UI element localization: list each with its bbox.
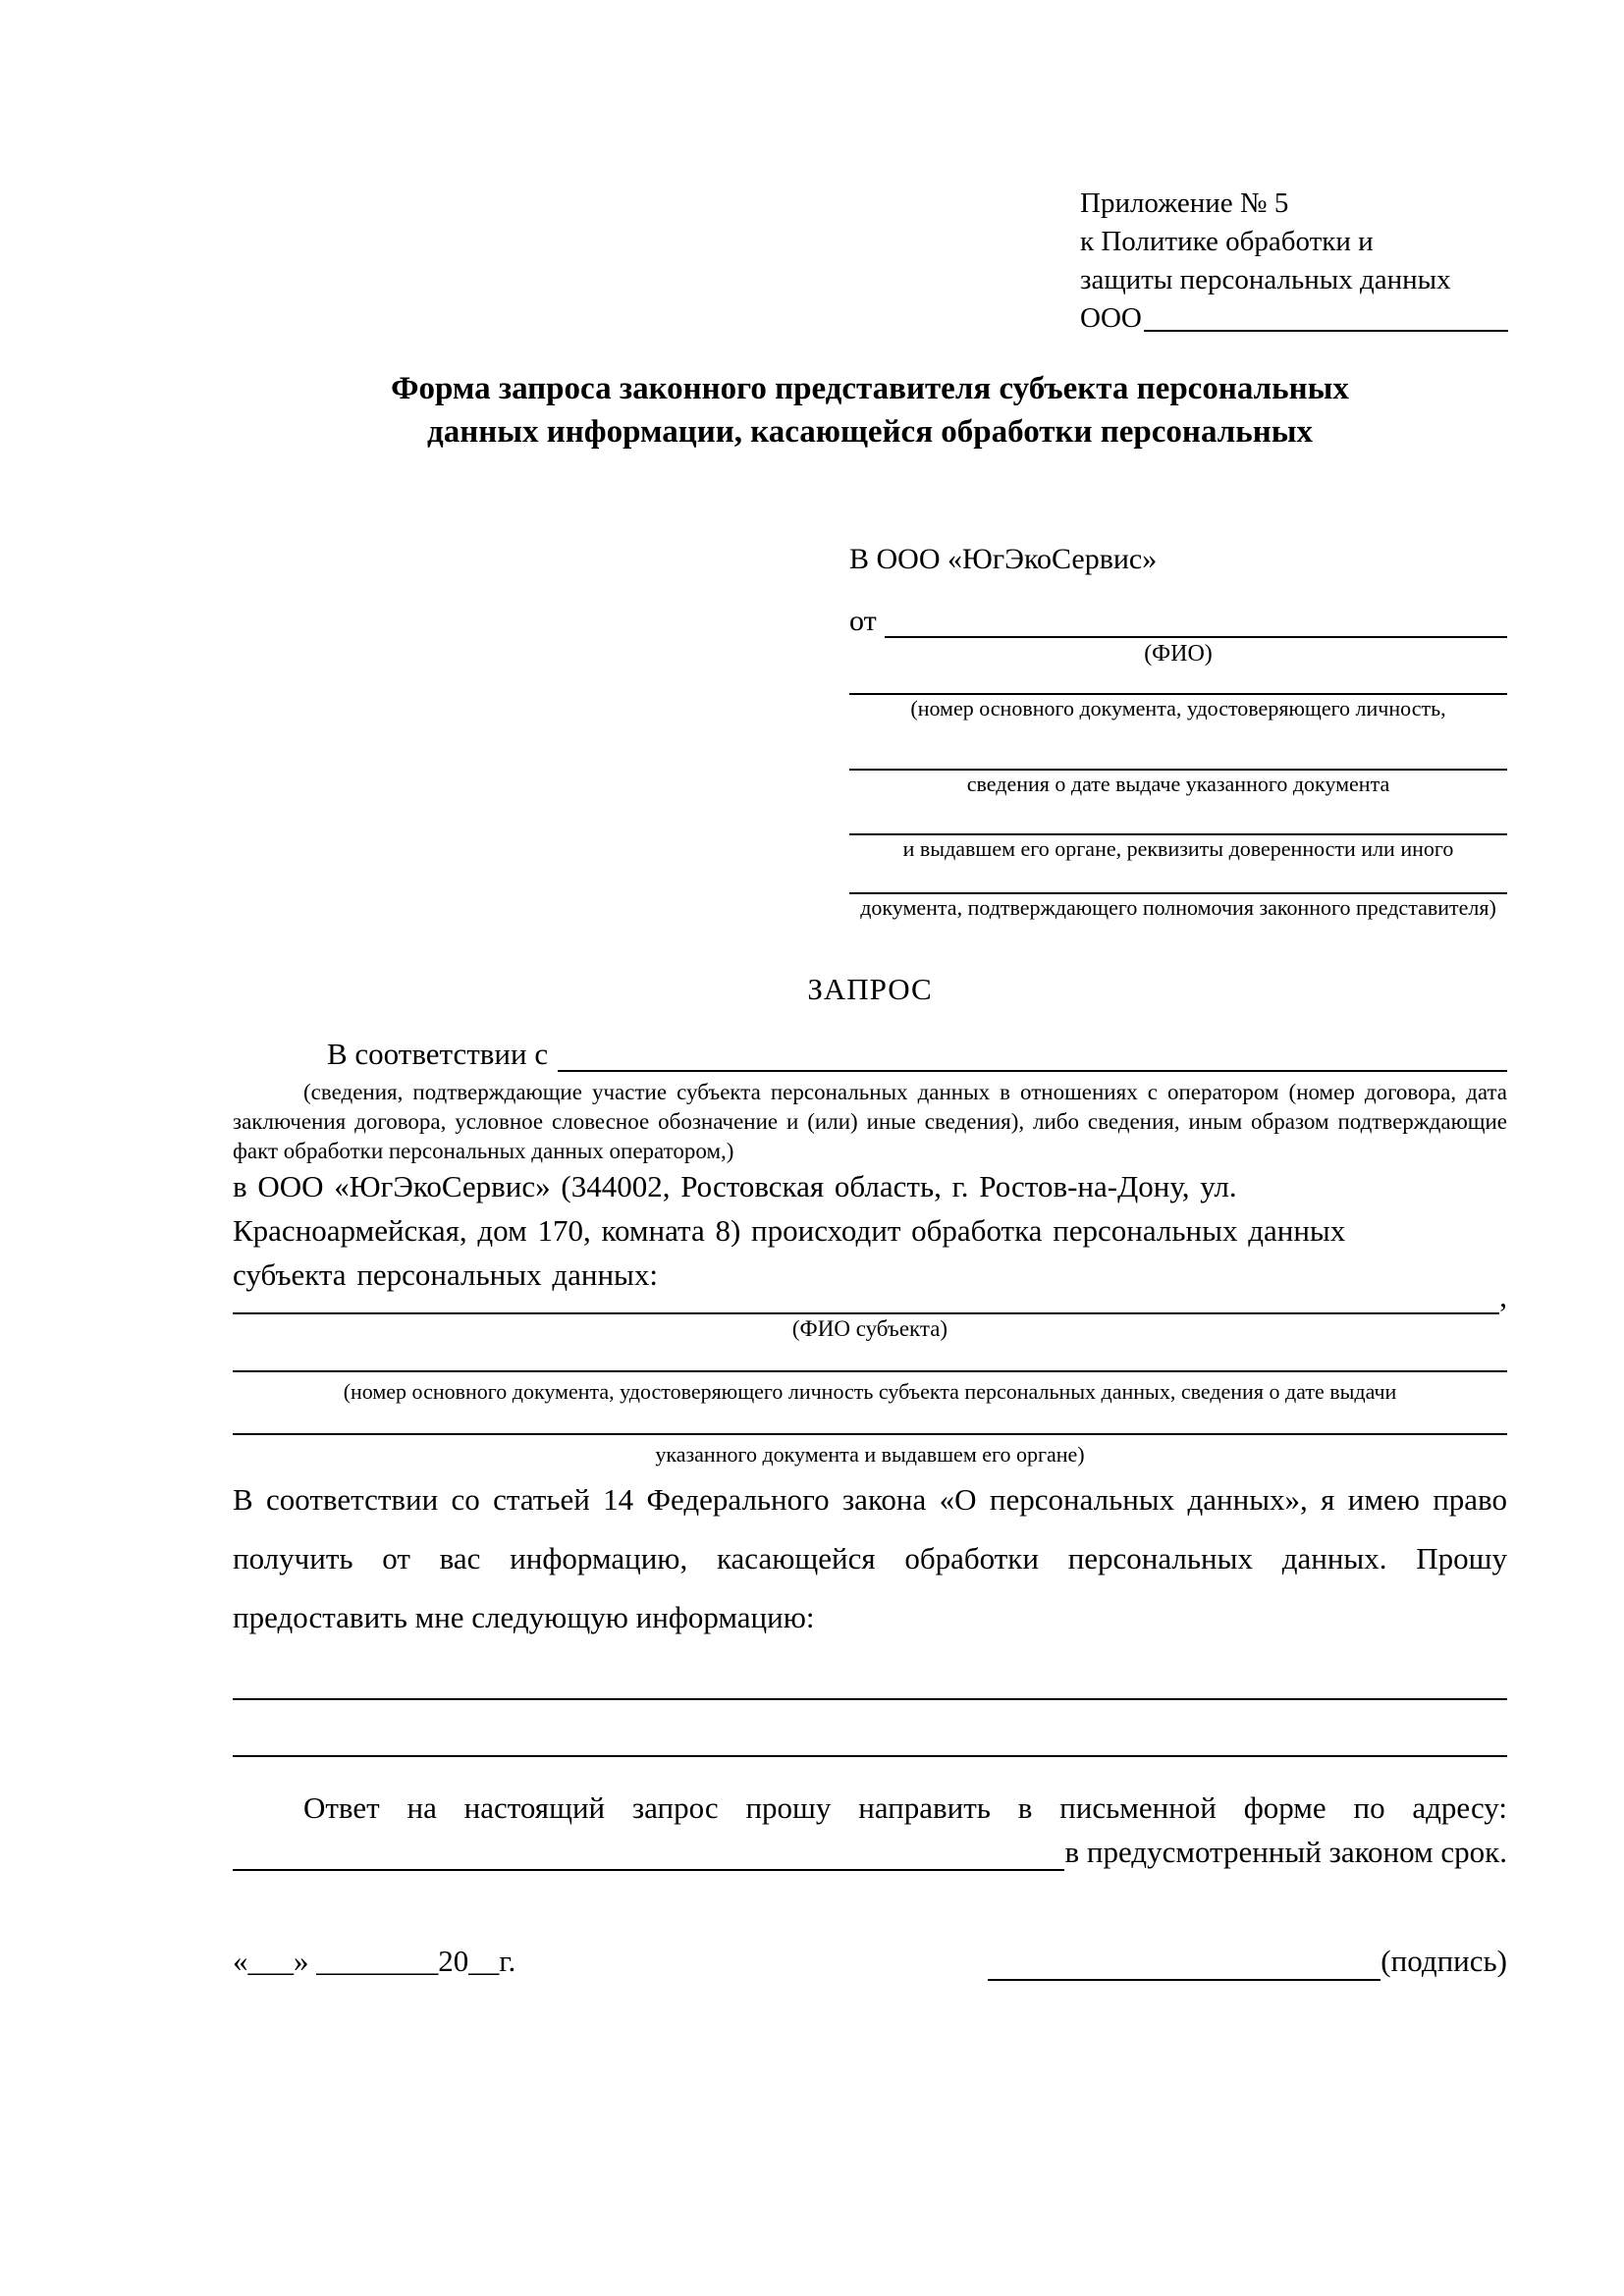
from-blank-line xyxy=(885,636,1507,638)
subject-fio-comma: , xyxy=(1499,1279,1507,1313)
company-name-blank-line xyxy=(1144,299,1508,332)
information-blank-line-2 xyxy=(233,1755,1507,1757)
blank-line-power-of-attorney xyxy=(849,863,1507,894)
appendix-line-1: Приложение № 5 xyxy=(1080,187,1289,219)
request-heading: ЗАПРОС xyxy=(807,972,933,1006)
page-title-line-2: данных информации, касающейся обработки персональных xyxy=(427,414,1313,450)
page-title xyxy=(233,367,1507,454)
signature-blank-line xyxy=(988,1946,1380,1981)
subject-doc-blank-line-1 xyxy=(233,1370,1507,1372)
appendix-line-2: к Политике обработки и xyxy=(1080,226,1374,257)
signature-group xyxy=(988,1942,1507,1981)
from-label: от xyxy=(849,605,877,637)
fio-caption: (ФИО) xyxy=(1144,641,1213,667)
date-blank: «___» ________20__г. xyxy=(233,1944,516,1978)
blank-caption-2: сведения о дате выдаче указанного документа xyxy=(966,772,1390,796)
signature-caption: (подпись) xyxy=(1380,1944,1507,1978)
addressee-from-row xyxy=(849,597,1507,638)
page-title-line-1: Форма запроса законного представителя субъекта персональных xyxy=(391,371,1349,406)
operator-paragraph-line-3: субъекта персональных данных: xyxy=(233,1257,658,1292)
operator-paragraph-line-1: в ООО «ЮгЭкоСервис» (344002, Ростовская область, г. Ростов-на-Дону, ул. xyxy=(233,1169,1237,1203)
reply-suffix: в предусмотренный законом срок. xyxy=(1064,1835,1507,1869)
blank-caption-3: и выдавшем его органе, реквизиты доверенности или иного xyxy=(902,836,1454,861)
blank-caption-4: документа, подтверждающего полномочия законного представителя) xyxy=(860,895,1496,920)
intro-row xyxy=(233,1029,1507,1072)
information-blank-line-1 xyxy=(233,1698,1507,1700)
company-prefix: ООО xyxy=(1080,302,1142,334)
reply-address-blank-line xyxy=(233,1836,1064,1871)
blank-caption-1: (номер основного документа, удостоверяющего личность, xyxy=(910,696,1446,721)
intro-blank-line xyxy=(558,1070,1507,1072)
addressee-to: В ООО «ЮгЭкоСервис» xyxy=(849,543,1158,575)
subject-doc-caption-1: (номер основного документа, удостоверяющего личность субъекта персональных данных, сведения о дате выдачи xyxy=(343,1379,1397,1404)
blank-line-document-number xyxy=(849,667,1507,695)
intro-label: В соответствии с xyxy=(327,1037,549,1071)
company-name-row xyxy=(1080,299,1508,338)
intro-caption: (сведения, подтверждающие участие субъекта персональных данных в отношениях с оператором (номер договора, дата заключения договора, условное словесное обозначение и (или) иные сведения), либо сведения, иным образом подтверждающие факт обработки персональных данных оператором,) xyxy=(233,1080,1507,1163)
operator-paragraph-line-2: Красноармейская, дом 170, комната 8) происходит обработка персональных данных xyxy=(233,1213,1346,1248)
subject-fio-caption: (ФИО субъекта) xyxy=(791,1316,948,1341)
reply-address-row xyxy=(233,1834,1507,1871)
operator-paragraph xyxy=(233,1164,1507,1297)
footer-row xyxy=(233,1942,1507,1981)
subject-fio-blank-line xyxy=(233,1283,1499,1314)
law-paragraph: В соответствии со статьей 14 Федерального закона «О персональных данных», я имею право получить от вас информацию, касающейся обработки персональных данных. Прошу предоставить мне следующую информацию: xyxy=(233,1482,1507,1634)
blank-line-issue-date xyxy=(849,722,1507,771)
appendix-line-3: защиты персональных данных xyxy=(1080,264,1451,295)
addressee-block xyxy=(849,540,1507,922)
blank-line-issuing-authority xyxy=(849,798,1507,835)
subject-doc-caption-2: указанного документа и выдавшем его органе) xyxy=(655,1442,1085,1467)
subject-doc-blank-line-2 xyxy=(233,1433,1507,1435)
appendix-note xyxy=(1080,185,1508,338)
subject-fio-row xyxy=(233,1279,1507,1314)
reply-paragraph: Ответ на настоящий запрос прошу направить в письменной форме по адресу: xyxy=(303,1790,1507,1825)
